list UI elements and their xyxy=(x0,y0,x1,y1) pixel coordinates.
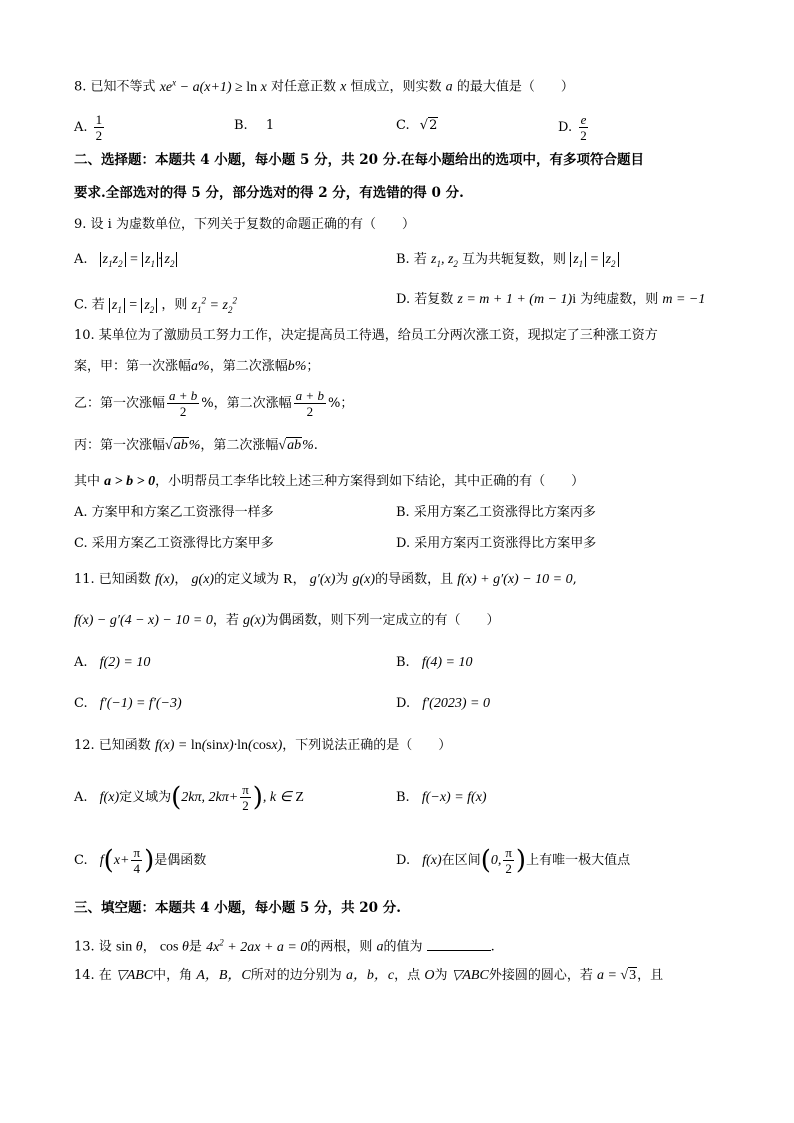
q10-text: ； xyxy=(340,396,354,411)
option-value: 1 xyxy=(265,118,275,133)
q11-text: 的导函数，且 xyxy=(375,572,454,587)
q10-text: ，第二次涨幅 xyxy=(209,359,288,374)
q12-text: 12. 已知函数 xyxy=(74,738,151,753)
q11-option-d: D. f′(2023) = 0 xyxy=(396,696,490,711)
section-2-heading-cont: 要求.全部选对的得 5 分，部分选对的得 2 分，有选错的得 0 分. xyxy=(74,185,464,201)
q10-plan-jia: 案，甲：第一次涨幅a%，第二次涨幅b%； xyxy=(74,359,320,374)
q10-option-b: B. 采用方案乙工资涨得比方案丙多 xyxy=(396,505,596,520)
q10-text: ； xyxy=(306,359,320,374)
fraction: $\frac{e}{2}$ xyxy=(580,112,587,143)
option-text: 若复数 xyxy=(414,292,454,307)
q10-text: 丙：第一次涨幅 xyxy=(74,438,166,453)
q14-text: 中，角 xyxy=(153,968,193,983)
fraction: $\frac{\pi}{4}$ xyxy=(133,845,141,876)
q14-text: 所对的边分别为 xyxy=(250,968,342,983)
q10-option-d: D. 采用方案丙工资涨得比方案甲多 xyxy=(396,536,597,551)
q9-option-a: A. $z_1z_2 = z_1 \cdot z_2$ xyxy=(74,250,177,274)
q12-text: ，下列说法正确的是（ ） xyxy=(282,738,452,753)
question-12-stem: 12. 已知函数 f(x) = ln(sinx)·ln(cosx)，下列说法正确的是（ ） xyxy=(74,738,452,753)
q13-text: ， xyxy=(142,939,156,955)
answer-blank[interactable] xyxy=(427,936,491,951)
section-3-heading: 三、填空题：本题共 4 小题，每小题 5 分，共 20 分. xyxy=(74,900,401,916)
q13-text: . xyxy=(490,939,495,955)
q10-text: ，第二次涨幅 xyxy=(200,438,279,453)
fraction: $\frac{a + b}{2}$ xyxy=(169,388,198,419)
option-label: B. xyxy=(396,252,410,267)
q14-text: 为 xyxy=(434,968,448,983)
q10-plan-bing: 丙：第一次涨幅√ab%，第二次涨幅√ab%. xyxy=(74,438,318,453)
q8-option-a xyxy=(74,112,106,143)
fraction: $\frac{1}{2}$ xyxy=(95,112,103,143)
q10-option-c: C. 采用方案乙工资涨得比方案甲多 xyxy=(74,536,274,551)
question-14: 14. 在 ▽ABC中，角 A，B，C所对的边分别为 a，b，c，点 O为 ▽ABC外接圆的圆心，若 a = √3，且 xyxy=(74,968,664,983)
sqrt-value: 2 xyxy=(429,118,438,133)
q10-text: 其中 xyxy=(74,474,101,489)
q14-text: ，且 xyxy=(637,968,664,983)
q10-text: 案，甲：第一次涨幅 xyxy=(74,359,192,374)
option-label: D. xyxy=(558,120,573,135)
q12-option-b: B. f(−x) = f(x) xyxy=(396,790,487,805)
option-text: 若 xyxy=(413,252,427,267)
q10-plan-yi: 乙：第一次涨幅 $\frac{a + b}{2}$ %，第二次涨幅 $\frac{a + b}{2}$ %； xyxy=(74,388,354,419)
q8-text: 的最大值是（ ） xyxy=(456,79,574,95)
q8-var: a xyxy=(445,79,453,95)
q13-text: 的两根，则 xyxy=(307,939,373,955)
q9-option-d: D. 若复数 z = m + 1 + (m − 1)i 为纯虚数，则 m = −1 xyxy=(396,292,706,307)
question-13: 13. 设 sin θ， cos θ是 $4x^2 + 2ax + a = 0$的两根，则 a的值为 . xyxy=(74,937,495,955)
option-text: ，则 xyxy=(161,297,188,313)
option-label: C. xyxy=(74,696,88,711)
option-label: A. xyxy=(74,655,88,670)
q8-inequality: $xe^x - a(x+1) \ge \ln x$ xyxy=(159,77,267,95)
q10-text: 乙：第一次涨幅 xyxy=(74,396,166,411)
q8-option-d xyxy=(558,112,591,143)
option-label: C. xyxy=(396,118,410,133)
option-text: 为纯虚数，则 xyxy=(580,292,659,307)
q11-option-a: A. f(2) = 10 xyxy=(74,655,151,670)
q10-option-a: A. 方案甲和方案乙工资涨得一样多 xyxy=(74,505,274,520)
q9-option-c: C. 若 $z_1 = z_2$ ，则 $z_1^2 = z_2^2$ xyxy=(74,295,237,315)
q14-text: 外接圆的圆心，若 xyxy=(488,968,593,983)
q13-text: 13. 设 xyxy=(74,939,112,955)
q12-option-d: D. f(x)在区间(0, $\frac{\pi}{2}$ )上有唯一极大值点 xyxy=(396,845,631,876)
q11-text: 的定义域为 xyxy=(214,572,280,587)
q10-text: ，小明帮员工李华比较上述三种方案得到如下结论，其中正确的有（ ） xyxy=(155,474,585,489)
section-2-heading: 二、选择题：本题共 4 小题，每小题 5 分，共 20 分.在每小题给出的选项中，有多项符合题目 xyxy=(74,152,644,168)
q8-text: 对任意正数 xyxy=(271,79,337,95)
q11-text: ， xyxy=(292,572,306,587)
fraction: $\frac{a + b}{2}$ xyxy=(295,388,324,419)
q13-text: 是 xyxy=(188,939,202,955)
q8-var: x xyxy=(340,79,347,95)
question-9-stem: 9. 设 i 为虚数单位，下列关于复数的命题正确的有（ ） xyxy=(74,217,415,232)
option-label: B. xyxy=(234,118,248,133)
option-label: A. xyxy=(74,252,88,267)
option-label: D. xyxy=(396,292,411,307)
option-text: 是偶函数 xyxy=(154,853,207,868)
q11-option-b: B. f(4) = 10 xyxy=(396,655,473,670)
q11-option-c: C. f′(−1) = f′(−3) xyxy=(74,696,182,711)
option-text: 在区间 xyxy=(441,853,481,868)
q9-option-b: B. 若 $z_1$, $z_2$ 互为共轭复数，则 $z_1 = z_2$ xyxy=(396,250,619,274)
option-text: 上有唯一极大值点 xyxy=(526,853,631,868)
q11-text: ，若 xyxy=(212,613,239,628)
question-11-stem: 11. 已知函数 f(x)， g(x)的定义域为 R， g′(x)为 g(x)的导函数，且 f(x) + g′(x) − 10 = 0, xyxy=(74,572,577,587)
question-10-stem: 10. 某单位为了激励员工努力工作，决定提高员工待遇，给员工分两次涨工资，现拟定了三种涨工资方 xyxy=(74,328,658,343)
fraction: $\frac{\pi}{2}$ xyxy=(242,782,249,813)
fraction: $\frac{\pi}{2}$ xyxy=(505,845,512,876)
q11-text: ， xyxy=(174,572,188,587)
q14-text: 14. 在 xyxy=(74,968,112,983)
option-label: D. xyxy=(396,853,411,868)
q10-text: ，第二次涨幅 xyxy=(213,396,292,411)
q8-option-b xyxy=(234,116,274,136)
option-text: 定义域为 xyxy=(119,790,172,805)
option-text: 若 xyxy=(91,297,105,313)
q11-text: 11. 已知函数 xyxy=(74,572,151,587)
question-8-stem xyxy=(74,72,574,98)
q8-text: 8. 已知不等式 xyxy=(74,79,156,95)
q12-option-c: C. f(x+ $\frac{\pi}{4}$ )是偶函数 xyxy=(74,845,207,876)
q8-text: 恒成立，则实数 xyxy=(350,79,442,95)
option-label: B. xyxy=(396,655,410,670)
option-text: 互为共轭复数，则 xyxy=(462,252,567,267)
q10-condition: 其中 a > b > 0，小明帮员工李华比较上述三种方案得到如下结论，其中正确的有（ ） xyxy=(74,474,585,489)
option-label: D. xyxy=(396,696,411,711)
q13-text: 的值为 xyxy=(383,939,423,955)
option-label: A. xyxy=(74,120,88,135)
q14-text: ，点 xyxy=(394,968,421,983)
option-label: B. xyxy=(396,790,410,805)
option-label: C. xyxy=(74,297,88,313)
question-11-stem-cont: f(x) − g′(4 − x) − 10 = 0，若 g(x)为偶函数，则下列一定成立的有（ ） xyxy=(74,613,500,628)
q11-text: 为偶函数，则下列一定成立的有（ ） xyxy=(265,613,500,628)
option-label: A. xyxy=(74,790,88,805)
q11-text: 为 xyxy=(335,572,349,587)
option-label: C. xyxy=(74,853,88,868)
q12-option-a: A. f(x)定义域为(2kπ, 2kπ+ $\frac{\pi}{2}$ ), k ∈ Z xyxy=(74,782,304,813)
q8-option-c: C. √2 xyxy=(396,118,438,133)
